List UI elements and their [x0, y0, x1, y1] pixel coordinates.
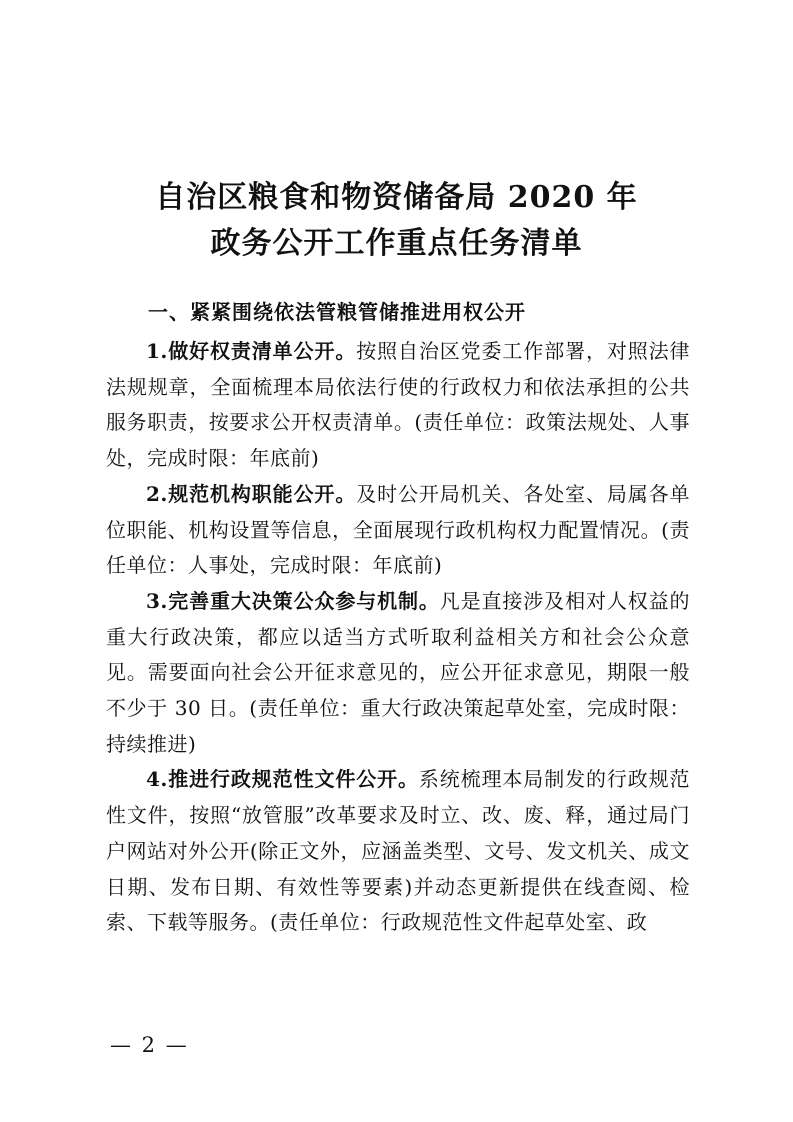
document-title-line1: 自治区粮食和物资储备局 2020 年	[155, 180, 638, 215]
paragraph-3-lead: 3.完善重大决策公众参与机制。	[146, 588, 440, 613]
paragraph-2-text: 及时公开局机关、各处室、局属各单位职能、机构设置等信息，全面展现行政机构权力配置情况。(责任单位：人事处，完成时限：年底前)	[106, 481, 690, 578]
section-heading: 一、紧紧围绕依法管粮管储推进用权公开	[148, 300, 526, 324]
paragraph-4	[106, 762, 690, 941]
paragraph-1-text: 按照自治区党委工作部署，对照法律法规规章，全面梳理本局依法行使的行政权力和依法承担的公共服务职责，按要求公开权责清单。(责任单位：政策法规处、人事处，完成时限：年底前)	[106, 339, 690, 471]
paragraph-2	[106, 477, 690, 584]
paragraph-3-text: 凡是直接涉及相对人权益的重大行政决策，都应以适当方式听取利益相关方和社会公众意见。需要面向社会公开征求意见的，应公开征求意见，期限一般不少于 30 日。(责任单位：重大行政决策起草处室，完成时限：持续推进)	[106, 588, 690, 756]
paragraph-3	[106, 584, 690, 763]
document-title-line2: 政务公开工作重点任务清单	[210, 226, 583, 261]
document-body	[106, 334, 690, 941]
paragraph-2-lead: 2.规范机构职能公开。	[146, 481, 357, 506]
paragraph-1	[106, 334, 690, 477]
paragraph-1-lead: 1.做好权责清单公开。	[146, 339, 357, 363]
page-number: — 2 —	[110, 1033, 189, 1057]
paragraph-4-text: 系统梳理本局制发的行政规范性文件，按照“放管服”改革要求及时立、改、废、释，通过局门户网站对外公开(除正文外，应涵盖类型、文号、发文机关、成文日期、发布日期、有效性等要素)并动态更新提供在线查阅、检索、下载等服务。(责任单位：行政规范性文件起草处室、政	[106, 767, 691, 935]
paragraph-4-lead: 4.推进行政规范性文件公开。	[146, 767, 419, 792]
